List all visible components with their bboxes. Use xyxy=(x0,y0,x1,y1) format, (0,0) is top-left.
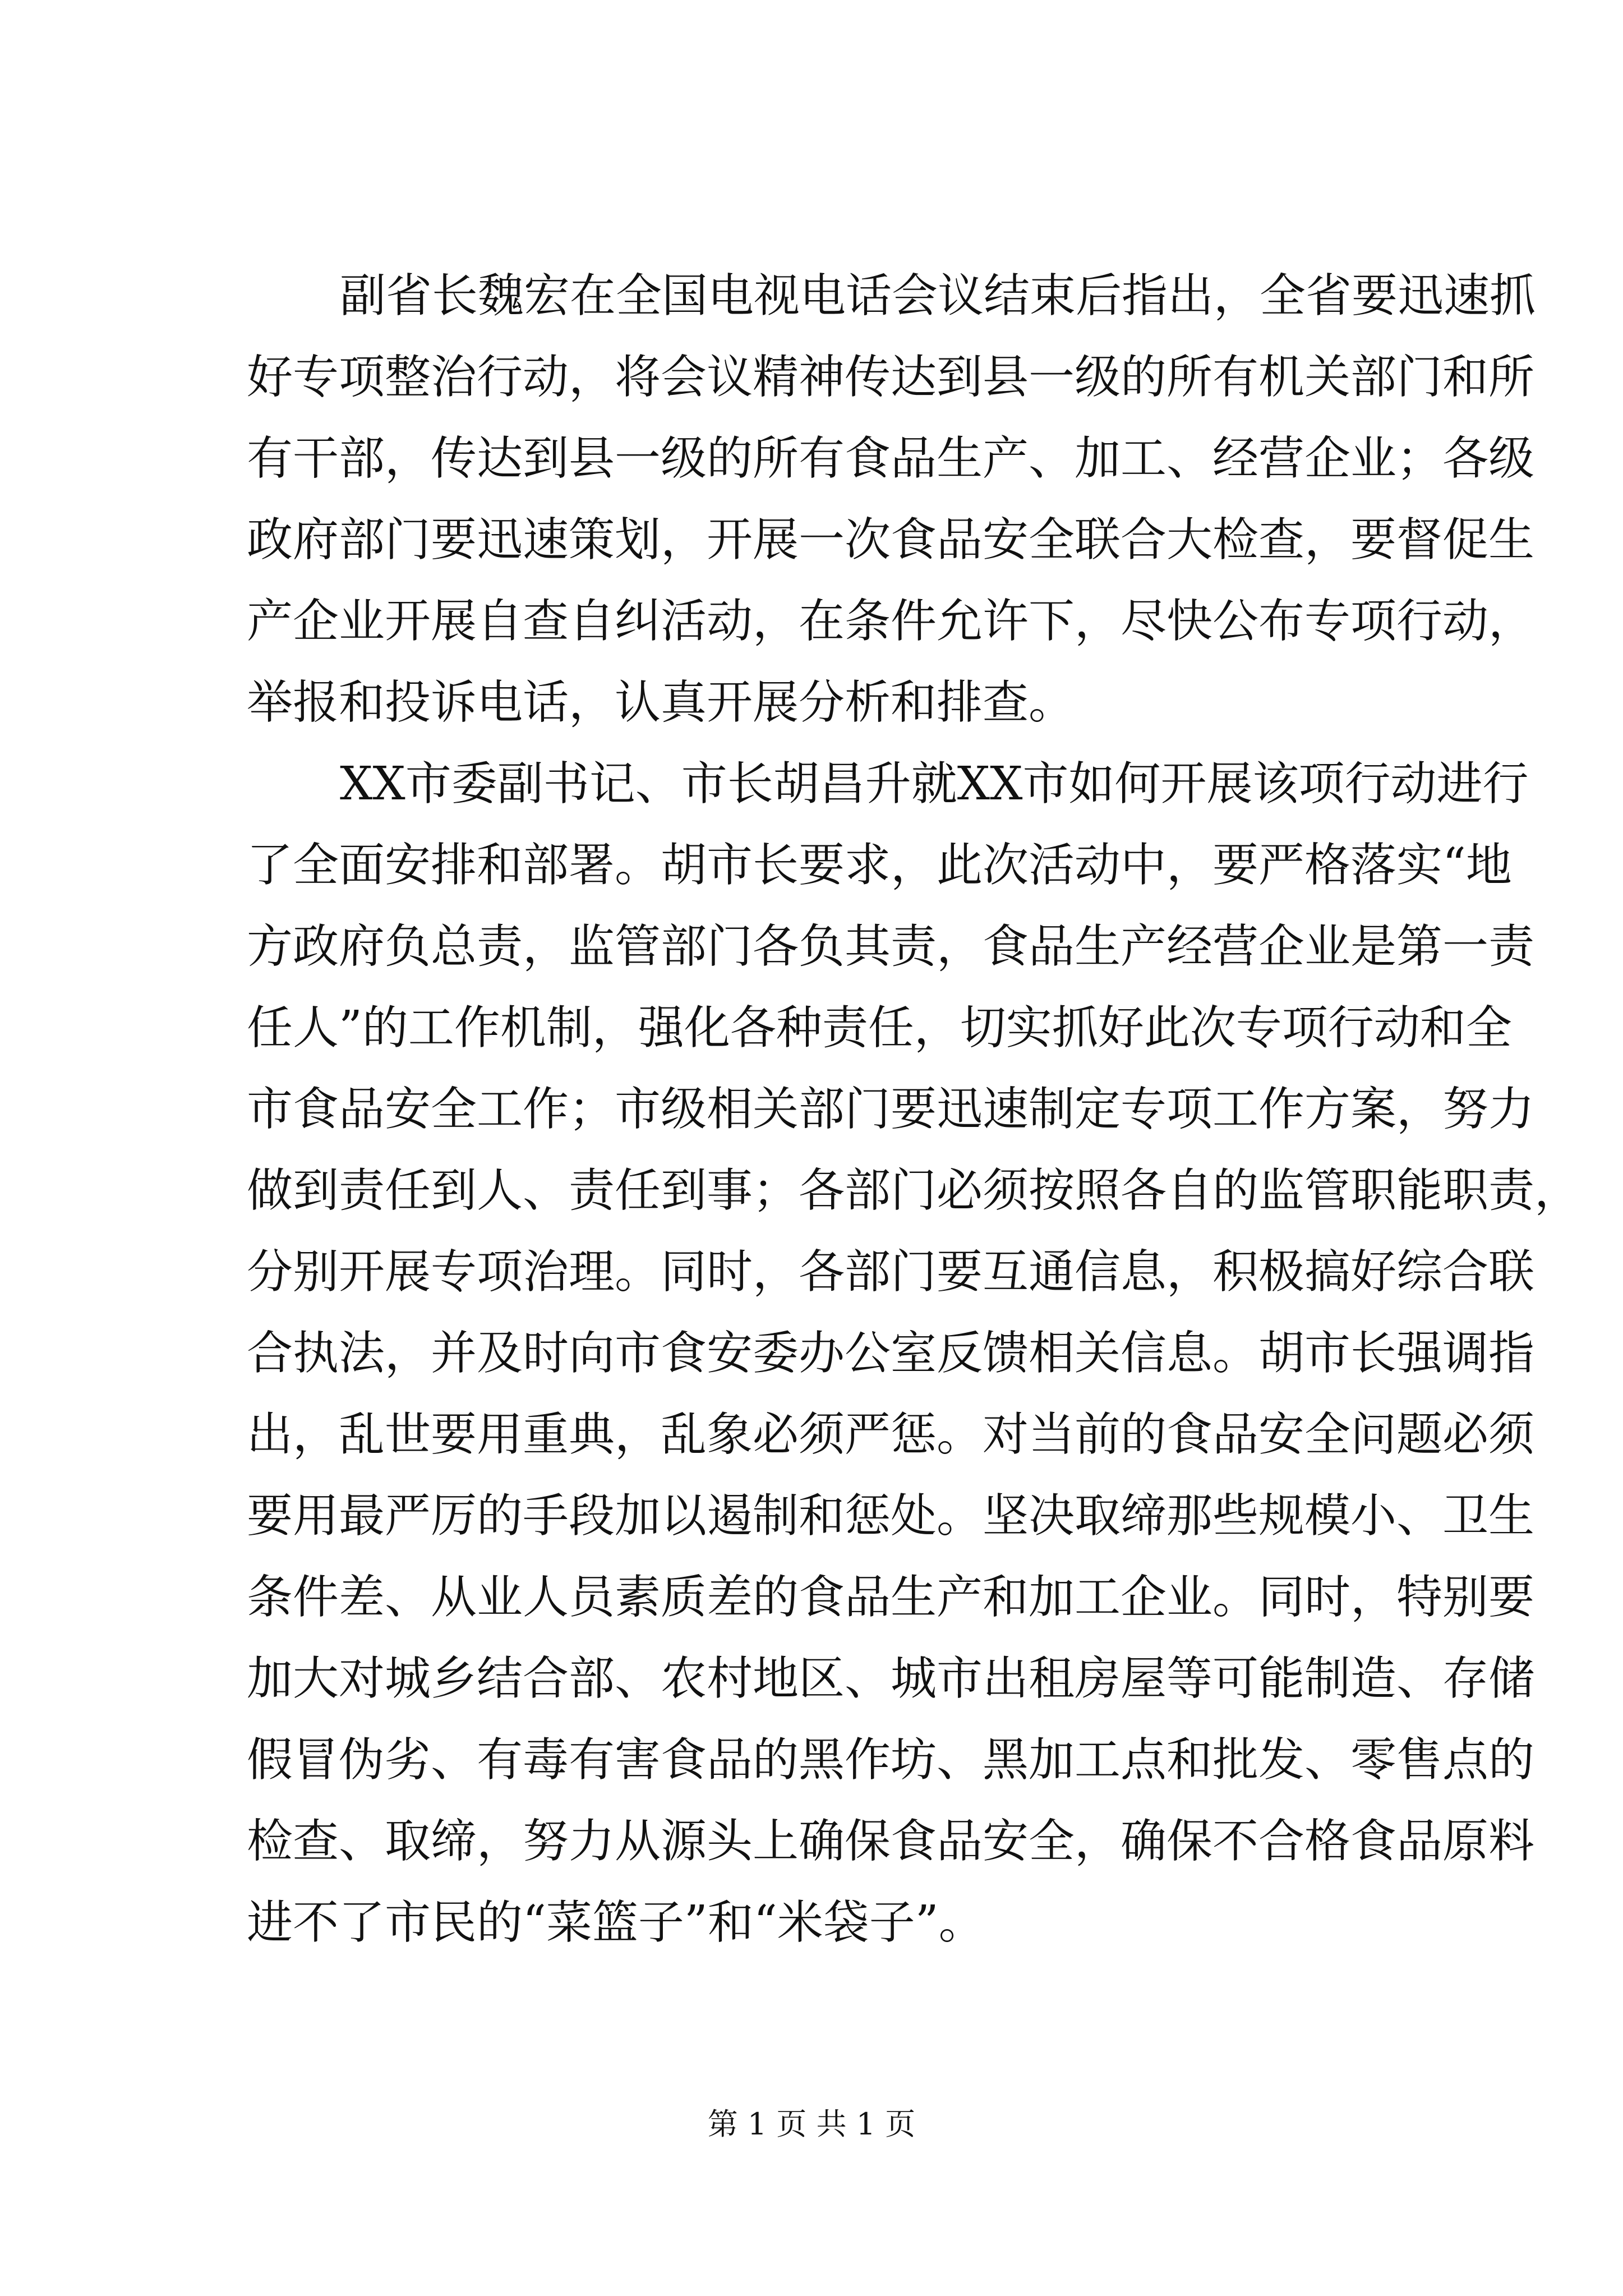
text-line: XX市委副书记、市长胡昌升就XX市如何开展该项行动进行 xyxy=(340,757,1529,811)
text-line: 举报和投诉电话，认真开展分析和排查。 xyxy=(247,676,1075,729)
text-line: 市食品安全工作；市级相关部门要迅速制定专项工作方案，努力 xyxy=(247,1083,1535,1136)
page-footer: 第 1 页 共 1 页 xyxy=(707,2106,916,2142)
text-line: 进不了市民的“菜篮子”和“米袋子”。 xyxy=(247,1896,985,1949)
text-line: 条件差、从业人员素质差的食品生产和加工企业。同时，特别要 xyxy=(247,1571,1535,1624)
text-line: 做到责任到人、责任到事；各部门必须按照各自的监管职能职责， xyxy=(247,1164,1581,1217)
text-line: 产企业开展自查自纠活动，在条件允许下，尽快公布专项行动， xyxy=(247,595,1535,648)
text-line: 出，乱世要用重典，乱象必须严惩。对当前的食品安全问题必须 xyxy=(247,1408,1535,1461)
text-line: 检查、取缔，努力从源头上确保食品安全，确保不合格食品原料 xyxy=(247,1815,1535,1868)
text-line: 假冒伪劣、有毒有害食品的黑作坊、黑加工点和批发、零售点的 xyxy=(247,1733,1535,1787)
paragraph-2 xyxy=(247,743,1581,1963)
text-line: 政府部门要迅速策划，开展一次食品安全联合大检查，要督促生 xyxy=(247,513,1535,567)
text-line: 合执法，并及时向市食安委办公室反馈相关信息。胡市长强调指 xyxy=(247,1327,1535,1380)
text-line: 任人”的工作机制，强化各种责任，切实抓好此次专项行动和全 xyxy=(247,1001,1512,1055)
text-line: 加大对城乡结合部、农村地区、城市出租房屋等可能制造、存储 xyxy=(247,1652,1535,1705)
paragraph-1 xyxy=(247,255,1536,743)
text-line: 副省长魏宏在全国电视电话会议结束后指出，全省要迅速抓 xyxy=(340,269,1536,323)
text-line: 有干部，传达到县一级的所有食品生产、加工、经营企业；各级 xyxy=(247,432,1535,485)
text-line: 了全面安排和部署。胡市长要求，此次活动中，要严格落实“地 xyxy=(247,839,1512,892)
document-body xyxy=(247,255,1581,1963)
text-line: 分别开展专项治理。同时，各部门要互通信息，积极搞好综合联 xyxy=(247,1245,1535,1299)
text-line: 好专项整治行动，将会议精神传达到县一级的所有机关部门和所 xyxy=(247,351,1535,404)
text-line: 要用最严厉的手段加以遏制和惩处。坚决取缔那些规模小、卫生 xyxy=(247,1489,1535,1543)
text-line: 方政府负总责，监管部门各负其责，食品生产经营企业是第一责 xyxy=(247,920,1535,973)
